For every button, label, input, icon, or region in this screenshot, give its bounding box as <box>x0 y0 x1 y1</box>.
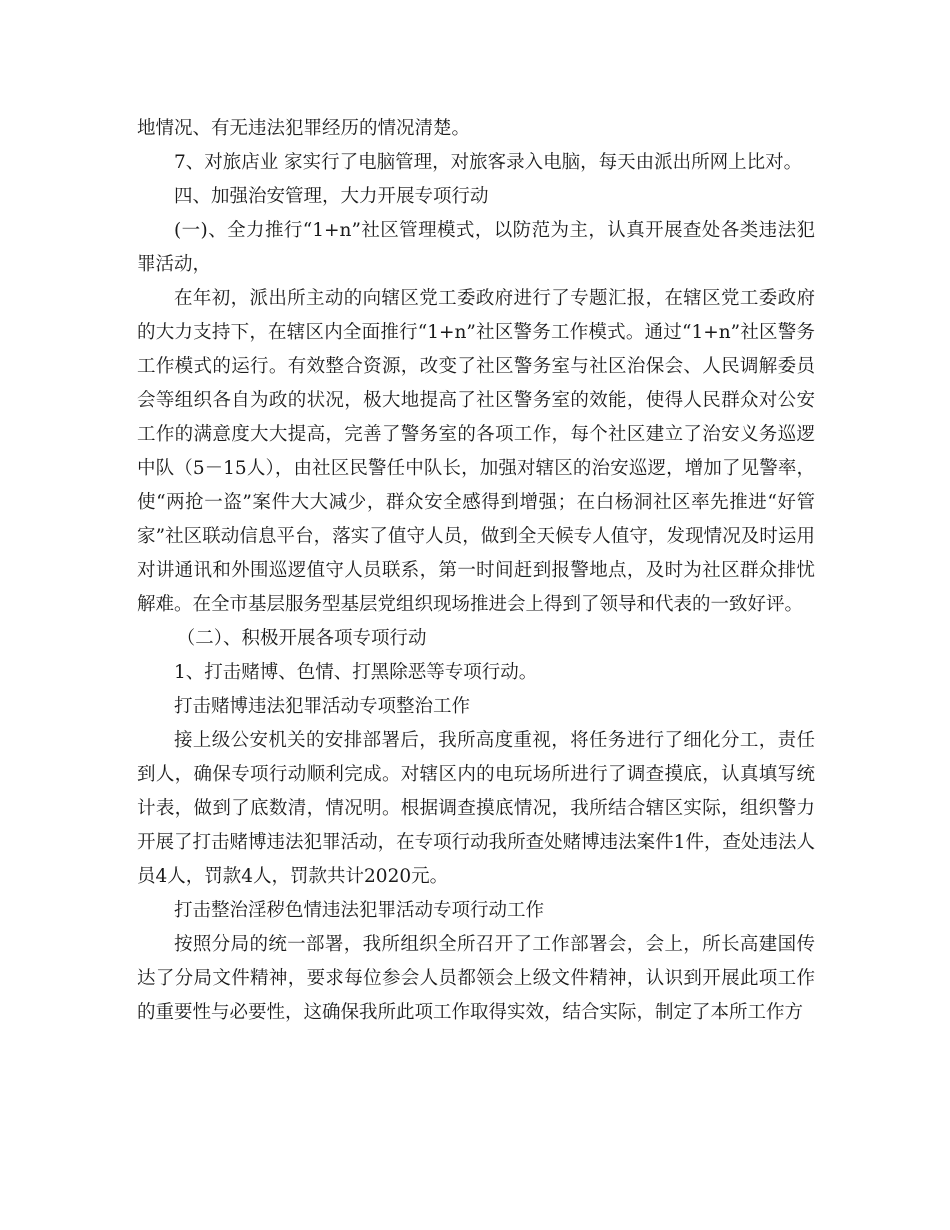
paragraph-hotel-computer-management: 7、对旅店业 家实行了电脑管理，对旅客录入电脑，每天由派出所网上比对。 <box>174 152 803 173</box>
document-body <box>137 112 815 1030</box>
paragraph-continuation: 地情况、有无违法犯罪经历的情况清楚。 <box>137 118 471 139</box>
paragraph-gambling-details: 接上级公安机关的安排部署后，我所高度重视，将任务进行了细化分工，责任到人，确保专项行动顺利完成。对辖区内的电玩场所进行了调查摸底，认真填写统计表，做到了底数清，情况明。根据调查摸底情况，我所结合辖区实际，组织警力开展了打击赌博违法犯罪活动，在专项行动我所查处赌博违法案件1件，查处违法人员4人，罚款4人，罚款共计2020元。 <box>137 730 815 887</box>
subsection-heading-community-model: (一)、全力推行“1+n”社区管理模式，以防范为主，认真开展查处各类违法犯罪活动， <box>137 220 815 275</box>
paragraph-title-pornography-work: 打击整治淫秽色情违法犯罪活动专项行动工作 <box>174 900 545 921</box>
section-heading-security-management: 四、加强治安管理，大力开展专项行动 <box>174 186 489 207</box>
subsection-heading-special-actions: （二）、积极开展各项专项行动 <box>176 628 427 649</box>
list-item-anti-gambling: 1、打击赌博、色情、打黑除恶等专项行动。 <box>174 662 538 683</box>
paragraph-community-policing: 在年初，派出所主动的向辖区党工委政府进行了专题汇报，在辖区党工委政府的大力支持下，在辖区内全面推行“1+n”社区警务工作模式。通过“1+n”社区警务工作模式的运行。有效整合资源，改变了社区警务室与社区治保会、人民调解委员会等组织各自为政的状况，极大地提高了社区警务室的效能，使得人民群众对公安工作的满意度大大提高，完善了警务室的各项工作，每个社区建立了治安义务巡逻中队（5－15人），由社区民警任中队长，加强对辖区的治安巡逻，增加了见警率，使“两抢一盗”案件大大减少，群众安全感得到增强；在白杨洞社区率先推进“好管家”社区联动信息平台，落实了值守人员，做到全天候专人值守，发现情况及时运用对讲通讯和外围巡逻值守人员联系，第一时间赶到报警地点，及时为社区群众排忧解难。在全市基层服务型基层党组织现场推进会上得到了领导和代表的一致好评。 <box>137 288 815 615</box>
paragraph-pornography-details: 按照分局的统一部署，我所组织全所召开了工作部署会，会上，所长高建国传达了分局文件精神，要求每位参会人员都领会上级文件精神，认识到开展此项工作的重要性与必要性，这确保我所此项工作取得实效，结合实际，制定了本所工作方 <box>137 934 815 1023</box>
paragraph-title-gambling-work: 打击赌博违法犯罪活动专项整治工作 <box>174 696 471 717</box>
